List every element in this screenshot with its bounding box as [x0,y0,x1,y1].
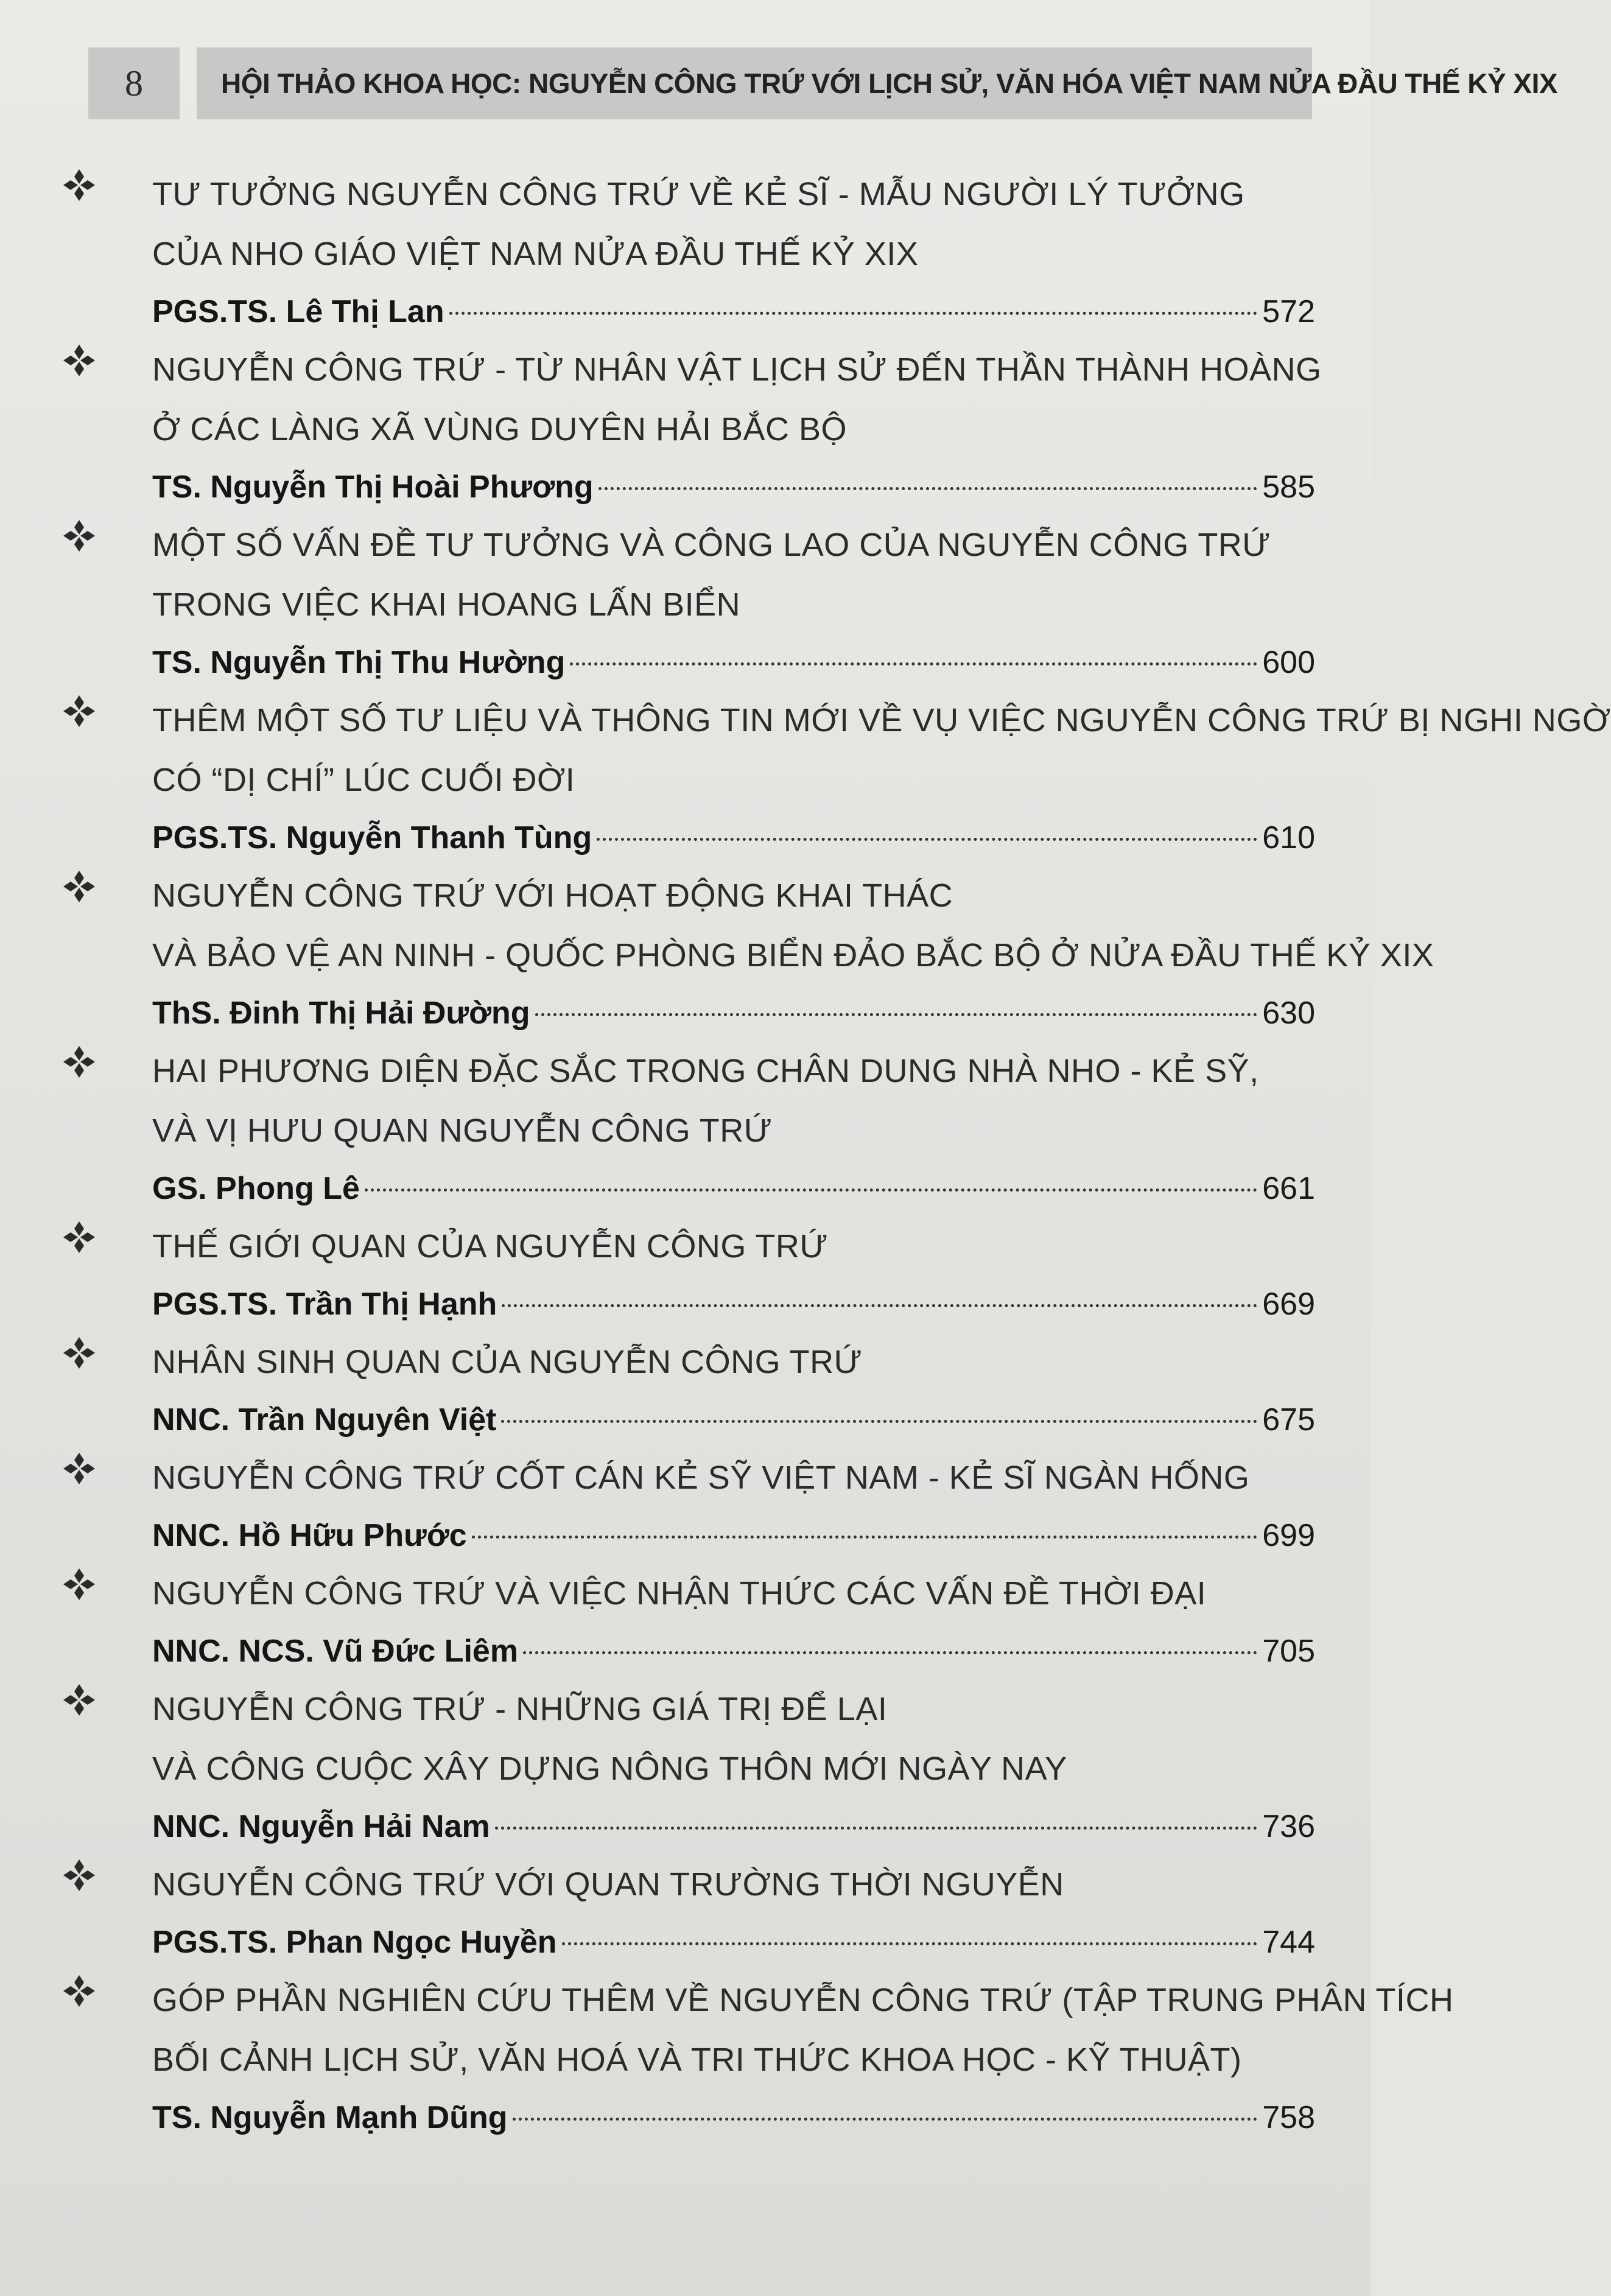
entry-title-line: CÓ “DỊ CHÍ” LÚC CUỐI ĐỜI [152,762,575,798]
entry-title-line: NGUYỄN CÔNG TRỨ - NHỮNG GIÁ TRỊ ĐỂ LẠI [152,1691,888,1727]
entry-page-number: 736 [1262,1809,1315,1844]
entry-title-line: HAI PHƯƠNG DIỆN ĐẶC SẮC TRONG CHÂN DUNG NHÀ NHO - KẺ SỸ, [152,1053,1259,1089]
entry-title-line: CỦA NHO GIÁO VIỆT NAM NỬA ĐẦU THẾ KỶ XIX [152,236,919,272]
diamond-bullet-icon [61,342,97,379]
diamond-bullet-icon [61,1219,97,1255]
entry-title-line: NGUYỄN CÔNG TRỨ CỐT CÁN KẺ SỸ VIỆT NAM - KẺ SĨ NGÀN HỐNG [152,1459,1250,1496]
diamond-bullet-icon [61,1044,97,1080]
entry-author-row [152,2090,1315,2146]
entry-author: NNC. NCS. Vũ Đức Liêm [152,1634,519,1669]
entry-author: GS. Phong Lê [152,1171,360,1206]
entry-page-number: 744 [1262,1925,1315,1960]
diamond-bullet-icon [61,1335,97,1371]
toc-entry [61,1970,1454,2146]
diamond-bullet-icon [61,518,97,554]
entry-author-row [152,1623,1315,1679]
entry-page-number: 630 [1262,995,1315,1031]
entry-author: PGS.TS. Lê Thị Lan [152,294,444,329]
entry-author-row [152,810,1315,866]
dot-leader [523,1651,1257,1654]
dot-leader [570,662,1257,665]
toc-entry [61,1855,1315,1970]
entry-author-row [152,459,1315,515]
entry-author-row [152,1508,1315,1564]
dot-leader [449,312,1258,315]
diamond-bullet-icon [61,1450,97,1487]
toc-entry [61,340,1322,515]
toc-entry [61,164,1315,340]
page-number: 8 [88,47,180,119]
dot-leader [597,838,1257,841]
toc-entry [61,1216,1315,1332]
entry-author-row [152,985,1315,1041]
entry-author: PGS.TS. Trần Thị Hạnh [152,1287,497,1322]
diamond-bullet-icon [61,1682,97,1718]
entry-title-line: TRONG VIỆC KHAI HOANG LẤN BIỂN [152,586,741,623]
entry-page-number: 610 [1262,820,1315,855]
entry-page-number: 675 [1262,1402,1315,1438]
entry-author: ThS. Đinh Thị Hải Đường [152,995,530,1031]
dot-leader [501,1420,1257,1423]
entry-page-number: 669 [1262,1287,1315,1322]
entry-author-row [152,284,1315,340]
entry-title-line: THÊM MỘT SỐ TƯ LIỆU VÀ THÔNG TIN MỚI VỀ VỤ VIỆC NGUYỄN CÔNG TRỨ BỊ NGHI NGỜ [152,702,1611,739]
entry-title-line: Ở CÁC LÀNG XÃ VÙNG DUYÊN HẢI BẮC BỘ [152,411,848,448]
entry-author: NNC. Trần Nguyên Việt [152,1402,497,1438]
toc-entry [61,690,1611,866]
header-title: HỘI THẢO KHOA HỌC: NGUYỄN CÔNG TRỨ VỚI LỊCH SỬ, VĂN HÓA VIỆT NAM NỬA ĐẦU THẾ KỶ XIX [197,47,1312,119]
toc-entry [61,1448,1315,1564]
entry-author-row [152,1914,1315,1970]
entry-title-line: NHÂN SINH QUAN CỦA NGUYỄN CÔNG TRỨ [152,1344,863,1380]
entry-page-number: 699 [1262,1518,1315,1553]
dot-leader [472,1536,1258,1539]
toc-entry [61,1041,1315,1216]
diamond-bullet-icon [61,1857,97,1894]
entry-author: TS. Nguyễn Thị Hoài Phương [152,469,594,505]
toc-entry [61,1679,1315,1855]
entry-title-line: VÀ VỊ HƯU QUAN NGUYỄN CÔNG TRỨ [152,1112,773,1149]
toc-list [61,164,1611,2146]
diamond-bullet-icon [61,167,97,203]
toc-entry [61,866,1434,1041]
entry-title-line: NGUYỄN CÔNG TRỨ VỚI QUAN TRƯỜNG THỜI NGUYỄN [152,1866,1064,1903]
entry-title-line: VÀ CÔNG CUỘC XÂY DỰNG NÔNG THÔN MỚI NGÀY NAY [152,1750,1067,1787]
entry-page-number: 661 [1262,1171,1315,1206]
entry-title-line: NGUYỄN CÔNG TRỨ - TỪ NHÂN VẬT LỊCH SỬ ĐẾN THẦN THÀNH HOÀNG [152,351,1322,388]
entry-page-number: 705 [1262,1634,1315,1669]
entry-title-line: VÀ BẢO VỆ AN NINH - QUỐC PHÒNG BIỂN ĐẢO BẮC BỘ Ở NỬA ĐẦU THẾ KỶ XIX [152,937,1434,974]
entry-author: TS. Nguyễn Mạnh Dũng [152,2100,508,2135]
entry-author-row [152,634,1315,690]
entry-page-number: 758 [1262,2100,1315,2135]
dot-leader [562,1942,1258,1945]
entry-author-row [152,1276,1315,1332]
diamond-bullet-icon [61,1566,97,1603]
entry-page-number: 585 [1262,469,1315,505]
dot-leader [535,1013,1258,1016]
entry-author-row [152,1799,1315,1855]
entry-author: NNC. Nguyễn Hải Nam [152,1809,490,1844]
entry-title-line: GÓP PHẦN NGHIÊN CỨU THÊM VỀ NGUYỄN CÔNG TRỨ (TẬP TRUNG PHÂN TÍCH [152,1982,1454,2018]
entry-author-row [152,1160,1315,1216]
diamond-bullet-icon [61,693,97,729]
diamond-bullet-icon [61,868,97,905]
running-header [88,47,1558,119]
entry-title-line: NGUYỄN CÔNG TRỨ VÀ VIỆC NHẬN THỨC CÁC VẤN ĐỀ THỜI ĐẠI [152,1575,1207,1612]
toc-entry [61,1564,1315,1679]
entry-page-number: 572 [1262,294,1315,329]
entry-author: PGS.TS. Phan Ngọc Huyền [152,1925,557,1960]
entry-author-row [152,1392,1315,1448]
entry-title-line: NGUYỄN CÔNG TRỨ VỚI HOẠT ĐỘNG KHAI THÁC [152,877,953,914]
toc-entry [61,1332,1315,1448]
dot-leader [598,487,1258,490]
diamond-bullet-icon [61,1973,97,2009]
dot-leader [513,2118,1258,2121]
entry-title-line: MỘT SỐ VẤN ĐỀ TƯ TƯỞNG VÀ CÔNG LAO CỦA NGUYỄN CÔNG TRỨ [152,527,1271,563]
dot-leader [365,1188,1257,1192]
entry-title-line: BỐI CẢNH LỊCH SỬ, VĂN HOÁ VÀ TRI THỨC KHOA HỌC - KỸ THUẬT) [152,2041,1242,2078]
entry-author: TS. Nguyễn Thị Thu Hường [152,645,566,680]
entry-author: PGS.TS. Nguyễn Thanh Tùng [152,820,592,855]
dot-leader [502,1304,1257,1307]
toc-entry [61,515,1315,690]
entry-title-line: THẾ GIỚI QUAN CỦA NGUYỄN CÔNG TRỨ [152,1228,829,1265]
entry-title-line: TƯ TƯỞNG NGUYỄN CÔNG TRỨ VỀ KẺ SĨ - MẪU NGƯỜI LÝ TƯỞNG [152,176,1245,212]
entry-author: NNC. Hồ Hữu Phước [152,1518,467,1553]
entry-page-number: 600 [1262,645,1315,680]
dot-leader [495,1827,1257,1830]
